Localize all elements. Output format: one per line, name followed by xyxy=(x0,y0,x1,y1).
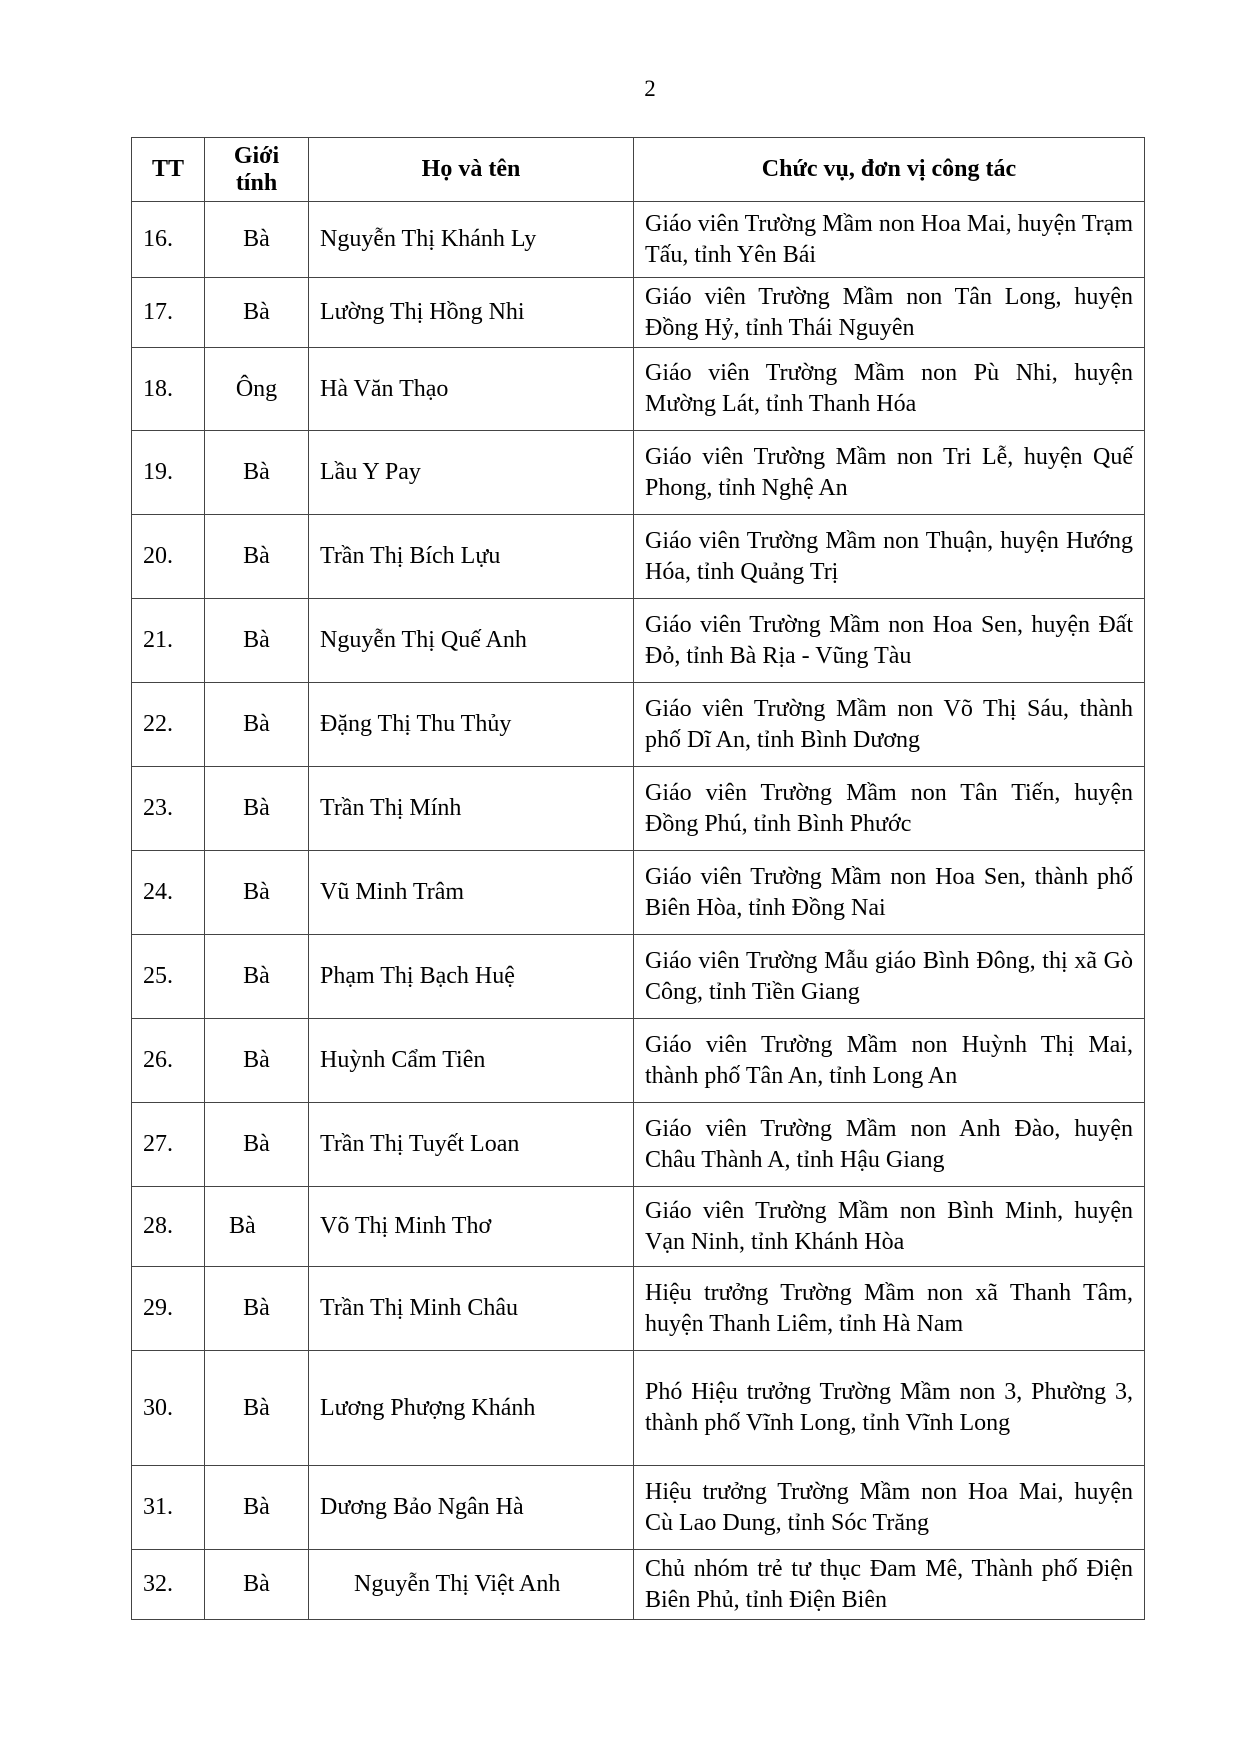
row-tt: 26. xyxy=(132,1019,205,1103)
row-role: Giáo viên Trường Mầm non Thuận, huyện Hướng Hóa, tỉnh Quảng Trị xyxy=(634,515,1145,599)
row-role: Giáo viên Trường Mầm non Hoa Sen, thành phố Biên Hòa, tỉnh Đồng Nai xyxy=(634,851,1145,935)
table-row xyxy=(132,851,1145,935)
table-row xyxy=(132,1550,1145,1620)
table-row xyxy=(132,767,1145,851)
row-name: Trần Thị Tuyết Loan xyxy=(309,1103,634,1187)
row-role: Giáo viên Trường Mầm non Huỳnh Thị Mai, thành phố Tân An, tỉnh Long An xyxy=(634,1019,1145,1103)
table-row xyxy=(132,935,1145,1019)
row-gender: Bà xyxy=(205,1187,309,1267)
row-name: Trần Thị Bích Lựu xyxy=(309,515,634,599)
row-name: Lương Phượng Khánh xyxy=(309,1351,634,1466)
row-name: Đặng Thị Thu Thủy xyxy=(309,683,634,767)
row-gender: Bà xyxy=(205,1267,309,1351)
row-tt: 32. xyxy=(132,1550,205,1620)
row-role: Chủ nhóm trẻ tư thục Đam Mê, Thành phố Điện Biên Phủ, tỉnh Điện Biên xyxy=(634,1550,1145,1620)
row-role: Giáo viên Trường Mầm non Hoa Mai, huyện Trạm Tấu, tỉnh Yên Bái xyxy=(634,202,1145,278)
row-name: Trần Thị Minh Châu xyxy=(309,1267,634,1351)
row-tt: 22. xyxy=(132,683,205,767)
table-row xyxy=(132,1267,1145,1351)
table-row xyxy=(132,278,1145,348)
row-role: Giáo viên Trường Mầm non Tân Tiến, huyện Đồng Phú, tỉnh Bình Phước xyxy=(634,767,1145,851)
row-tt: 27. xyxy=(132,1103,205,1187)
row-role: Phó Hiệu trưởng Trường Mầm non 3, Phường 3, thành phố Vĩnh Long, tỉnh Vĩnh Long xyxy=(634,1351,1145,1466)
table-row xyxy=(132,1351,1145,1466)
row-gender: Ông xyxy=(205,348,309,431)
row-tt: 16. xyxy=(132,202,205,278)
row-role: Hiệu trưởng Trường Mầm non xã Thanh Tâm, huyện Thanh Liêm, tỉnh Hà Nam xyxy=(634,1267,1145,1351)
row-name: Huỳnh Cẩm Tiên xyxy=(309,1019,634,1103)
table-row xyxy=(132,1466,1145,1550)
header-name: Họ và tên xyxy=(309,138,634,202)
row-name: Võ Thị Minh Thơ xyxy=(309,1187,634,1267)
row-tt: 30. xyxy=(132,1351,205,1466)
table-row xyxy=(132,1019,1145,1103)
row-name: Trần Thị Mính xyxy=(309,767,634,851)
row-tt: 24. xyxy=(132,851,205,935)
row-gender: Bà xyxy=(205,683,309,767)
table-row xyxy=(132,1103,1145,1187)
row-tt: 25. xyxy=(132,935,205,1019)
row-role: Giáo viên Trường Mầm non Bình Minh, huyện Vạn Ninh, tỉnh Khánh Hòa xyxy=(634,1187,1145,1267)
row-gender: Bà xyxy=(205,278,309,348)
row-gender: Bà xyxy=(205,431,309,515)
table-row xyxy=(132,683,1145,767)
row-gender: Bà xyxy=(205,1019,309,1103)
row-gender: Bà xyxy=(205,1103,309,1187)
row-name: Nguyễn Thị Khánh Ly xyxy=(309,202,634,278)
row-tt: 18. xyxy=(132,348,205,431)
table-row xyxy=(132,515,1145,599)
row-role: Giáo viên Trường Mầm non Pù Nhi, huyện Mường Lát, tỉnh Thanh Hóa xyxy=(634,348,1145,431)
row-tt: 31. xyxy=(132,1466,205,1550)
row-gender: Bà xyxy=(205,851,309,935)
row-gender: Bà xyxy=(205,1351,309,1466)
row-tt: 19. xyxy=(132,431,205,515)
row-name: Vũ Minh Trâm xyxy=(309,851,634,935)
header-role: Chức vụ, đơn vị công tác xyxy=(634,138,1145,202)
row-name: Dương Bảo Ngân Hà xyxy=(309,1466,634,1550)
row-tt: 20. xyxy=(132,515,205,599)
row-gender: Bà xyxy=(205,599,309,683)
row-gender: Bà xyxy=(205,202,309,278)
row-gender: Bà xyxy=(205,1550,309,1620)
table-row xyxy=(132,599,1145,683)
row-tt: 28. xyxy=(132,1187,205,1267)
row-role: Giáo viên Trường Mầm non Tân Long, huyện Đồng Hỷ, tỉnh Thái Nguyên xyxy=(634,278,1145,348)
row-name: Nguyễn Thị Việt Anh xyxy=(309,1550,634,1620)
row-tt: 17. xyxy=(132,278,205,348)
table-row xyxy=(132,431,1145,515)
row-tt: 21. xyxy=(132,599,205,683)
row-name: Phạm Thị Bạch Huệ xyxy=(309,935,634,1019)
row-tt: 23. xyxy=(132,767,205,851)
row-name: Lường Thị Hồng Nhi xyxy=(309,278,634,348)
row-gender: Bà xyxy=(205,1466,309,1550)
header-tt: TT xyxy=(132,138,205,202)
row-role: Hiệu trưởng Trường Mầm non Hoa Mai, huyện Cù Lao Dung, tỉnh Sóc Trăng xyxy=(634,1466,1145,1550)
table-row xyxy=(132,1187,1145,1267)
table-row xyxy=(132,348,1145,431)
row-role: Giáo viên Trường Mẫu giáo Bình Đông, thị xã Gò Công, tỉnh Tiền Giang xyxy=(634,935,1145,1019)
row-gender: Bà xyxy=(205,767,309,851)
row-name: Lầu Y Pay xyxy=(309,431,634,515)
awardee-table xyxy=(131,137,1145,1620)
row-name: Hà Văn Thạo xyxy=(309,348,634,431)
row-role: Giáo viên Trường Mầm non Hoa Sen, huyện Đất Đỏ, tỉnh Bà Rịa - Vũng Tàu xyxy=(634,599,1145,683)
row-gender: Bà xyxy=(205,935,309,1019)
row-role: Giáo viên Trường Mầm non Võ Thị Sáu, thành phố Dĩ An, tỉnh Bình Dương xyxy=(634,683,1145,767)
header-gender: Giới tính xyxy=(205,138,309,202)
row-role: Giáo viên Trường Mầm non Anh Đào, huyện Châu Thành A, tỉnh Hậu Giang xyxy=(634,1103,1145,1187)
table-header-row xyxy=(132,138,1145,202)
table-row xyxy=(132,202,1145,278)
row-name: Nguyễn Thị Quế Anh xyxy=(309,599,634,683)
row-role: Giáo viên Trường Mầm non Tri Lễ, huyện Quế Phong, tỉnh Nghệ An xyxy=(634,431,1145,515)
page-number: 2 xyxy=(644,76,656,101)
row-tt: 29. xyxy=(132,1267,205,1351)
row-gender: Bà xyxy=(205,515,309,599)
